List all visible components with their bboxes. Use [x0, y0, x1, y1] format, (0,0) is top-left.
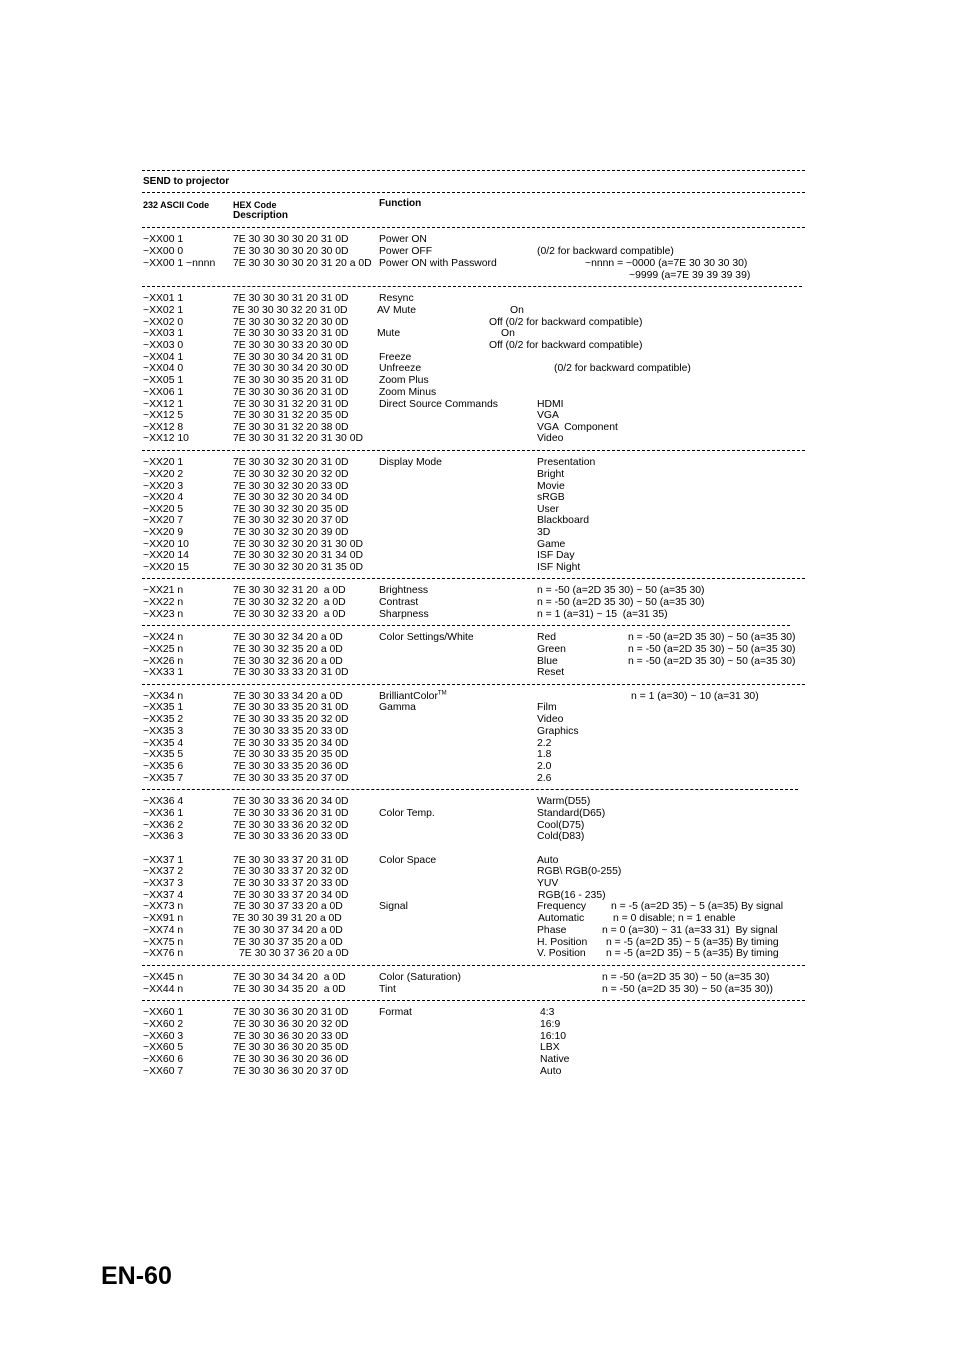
function-cell: Zoom Minus [379, 387, 437, 398]
ascii-code-cell: ~XX44 n [143, 984, 184, 995]
range-cell: n = 1 (a=30) ~ 10 (a=31 30) [631, 691, 759, 702]
ascii-code-cell: ~XX35 5 [143, 749, 184, 760]
range-cell: n = -5 (a=2D 35) ~ 5 (a=35) By timing [606, 948, 779, 959]
divider [142, 227, 805, 228]
ascii-code-cell: ~XX37 4 [143, 890, 184, 901]
hex-code-cell: 7E 30 30 36 30 20 37 0D [233, 1066, 349, 1077]
description-cell: H. Position [537, 937, 588, 948]
description-cell: HDMI [537, 399, 564, 410]
function-cell: Gamma [379, 702, 416, 713]
ascii-code-cell: ~XX20 10 [143, 539, 189, 550]
description-cell: LBX [540, 1042, 560, 1053]
ascii-code-cell: ~XX33 1 [143, 667, 184, 678]
ascii-code-cell: ~XX60 3 [143, 1031, 184, 1042]
description-cell: n = -50 (a=2D 35 30) ~ 50 (a=35 30) [537, 597, 705, 608]
ascii-code-cell: ~XX23 n [143, 609, 184, 620]
description-cell: 4:3 [540, 1007, 555, 1018]
function-cell: Power ON [379, 234, 427, 245]
range-cell: n = -50 (a=2D 35 30) ~ 50 (a=35 30) [628, 656, 796, 667]
ascii-code-cell: ~XX35 4 [143, 738, 184, 749]
hex-code-cell: 7E 30 30 30 30 20 31 20 a 0D [233, 258, 372, 269]
function-cell: Color Temp. [379, 808, 435, 819]
ascii-code-cell: ~XX12 8 [143, 422, 184, 433]
function-cell: Format [379, 1007, 412, 1018]
description-cell: Graphics [537, 726, 579, 737]
hex-code-cell: 7E 30 30 32 30 20 35 0D [233, 504, 349, 515]
ascii-code-cell: ~XX37 2 [143, 866, 184, 877]
description-cell: ISF Day [537, 550, 575, 561]
hex-code-cell: 7E 30 30 32 30 20 31 34 0D [233, 550, 363, 561]
hex-code-cell: 7E 30 30 37 33 20 a 0D [233, 901, 343, 912]
hex-code-cell: 7E 30 30 32 30 20 31 0D [233, 457, 349, 468]
description-cell: Frequency [537, 901, 587, 912]
hex-code-cell: 7E 30 30 36 30 20 32 0D [233, 1019, 349, 1030]
ascii-code-cell: ~XX20 14 [143, 550, 189, 561]
ascii-code-cell: ~XX21 n [143, 585, 184, 596]
divider [142, 170, 805, 171]
ascii-code-cell: ~XX12 5 [143, 410, 184, 421]
ascii-code-cell: ~XX60 5 [143, 1042, 184, 1053]
hex-code-cell: 7E 30 30 36 30 20 33 0D [233, 1031, 349, 1042]
hex-code-cell: 7E 30 30 32 30 20 31 35 0D [233, 562, 363, 573]
function-cell: Power ON with Password [379, 258, 497, 269]
hex-code-cell: 7E 30 30 32 33 20 a 0D [233, 609, 346, 620]
description-cell: Off (0/2 for backward compatible) [489, 340, 643, 351]
description-cell: Standard(D65) [537, 808, 606, 819]
description-cell: V. Position [537, 948, 586, 959]
hex-code-cell: 7E 30 30 32 30 20 33 0D [233, 481, 349, 492]
function-cell: AV Mute [377, 305, 417, 316]
function-cell: Power OFF [379, 246, 433, 257]
hex-code-cell: 7E 30 30 32 30 20 37 0D [233, 515, 349, 526]
ascii-code-cell: ~XX35 3 [143, 726, 184, 737]
ascii-code-cell: ~XX75 n [143, 937, 184, 948]
description-cell: ~nnnn = ~0000 (a=7E 30 30 30 30) [585, 258, 748, 269]
hex-code-cell: 7E 30 30 33 35 20 32 0D [233, 714, 349, 725]
description-cell: (0/2 for backward compatible) [554, 363, 691, 374]
hex-code-cell: 7E 30 30 30 35 20 31 0D [233, 375, 349, 386]
description-cell: 16:9 [540, 1019, 561, 1030]
ascii-code-cell: ~XX74 n [143, 925, 184, 936]
hex-code-cell: 7E 30 30 32 35 20 a 0D [233, 644, 343, 655]
divider [142, 578, 805, 579]
function-cell: Brightness [379, 585, 429, 596]
ascii-code-cell: ~XX36 1 [143, 808, 184, 819]
hex-code-cell: 7E 30 30 30 33 20 31 0D [233, 328, 349, 339]
hex-code-cell: 7E 30 30 33 35 20 35 0D [233, 749, 349, 760]
description-cell: Game [537, 539, 566, 550]
ascii-code-cell: ~XX35 1 [143, 702, 184, 713]
hex-code-cell: 7E 30 30 33 35 20 37 0D [233, 773, 349, 784]
hex-code-cell: 7E 30 30 33 36 20 33 0D [233, 831, 349, 842]
ascii-code-cell: ~XX36 2 [143, 820, 184, 831]
ascii-code-cell: ~XX91 n [143, 913, 184, 924]
function-cell: Mute [377, 328, 401, 339]
ascii-code-cell: ~XX24 n [143, 632, 184, 643]
ascii-code-cell: ~XX35 6 [143, 761, 184, 772]
section-title: SEND to projector [143, 176, 230, 187]
description-cell: RGB\ RGB(0-255) [537, 866, 622, 877]
hex-code-cell: 7E 30 30 33 37 20 31 0D [233, 855, 349, 866]
description-cell: n = -50 (a=2D 35 30) ~ 50 (a=35 30) [537, 585, 705, 596]
function-cell: Display Mode [379, 457, 442, 468]
description-cell: ISF Night [537, 562, 581, 573]
description-cell: n = 1 (a=31) ~ 15 (a=31 35) [537, 609, 668, 620]
description-cell: Auto [540, 1066, 562, 1077]
description-cell: ~9999 (a=7E 39 39 39 39) [629, 270, 751, 281]
ascii-code-cell: ~XX22 n [143, 597, 184, 608]
range-cell: n = -50 (a=2D 35 30) ~ 50 (a=35 30) [628, 632, 796, 643]
divider [142, 192, 805, 193]
ascii-code-cell: ~XX06 1 [143, 387, 184, 398]
divider [142, 1000, 805, 1001]
ascii-code-cell: ~XX12 10 [143, 433, 189, 444]
divider [142, 789, 798, 790]
ascii-code-cell: ~XX05 1 [143, 375, 184, 386]
description-cell: Video [537, 714, 564, 725]
ascii-code-cell: ~XX20 15 [143, 562, 189, 573]
hex-code-cell: 7E 30 30 33 37 20 34 0D [233, 890, 349, 901]
hex-code-cell: 7E 30 30 33 37 20 32 0D [233, 866, 349, 877]
description-cell: Film [537, 702, 557, 713]
hex-code-cell: 7E 30 30 33 34 20 a 0D [233, 691, 343, 702]
header-ascii: 232 ASCII Code [143, 200, 210, 210]
hex-code-cell: 7E 30 30 30 30 20 31 0D [233, 234, 349, 245]
ascii-code-cell: ~XX03 0 [143, 340, 184, 351]
ascii-code-cell: ~XX00 0 [143, 246, 184, 257]
description-cell: Cold(D83) [537, 831, 585, 842]
description-cell: Warm(D55) [537, 796, 591, 807]
hex-code-cell: 7E 30 30 32 30 20 34 0D [233, 492, 349, 503]
hex-code-cell: 7E 30 30 34 35 20 a 0D [233, 984, 346, 995]
description-cell: On [501, 328, 515, 339]
description-cell: VGA Component [537, 422, 618, 433]
description-cell: 3D [537, 527, 551, 538]
function-cell: Freeze [379, 352, 412, 363]
hex-code-cell: 7E 30 30 33 35 20 36 0D [233, 761, 349, 772]
ascii-code-cell: ~XX00 1 [143, 234, 184, 245]
ascii-code-cell: ~XX20 4 [143, 492, 184, 503]
description-cell: Native [540, 1054, 570, 1065]
description-cell: Automatic [538, 913, 585, 924]
description-cell: Blackboard [537, 515, 589, 526]
trademark-mark: TM [437, 690, 447, 697]
ascii-code-cell: ~XX04 0 [143, 363, 184, 374]
ascii-code-cell: ~XX76 n [143, 948, 184, 959]
ascii-code-cell: ~XX36 4 [143, 796, 184, 807]
function-cell: Color (Saturation) [379, 972, 462, 983]
ascii-code-cell: ~XX02 0 [143, 317, 184, 328]
hex-code-cell: 7E 30 30 31 32 20 35 0D [233, 410, 349, 421]
description-cell: Off (0/2 for backward compatible) [489, 317, 643, 328]
ascii-code-cell: ~XX60 1 [143, 1007, 184, 1018]
description-cell: YUV [537, 878, 559, 889]
description-cell: Blue [537, 656, 558, 667]
ascii-code-cell: ~XX20 9 [143, 527, 184, 538]
hex-code-cell: 7E 30 30 30 36 20 31 0D [233, 387, 349, 398]
hex-code-cell: 7E 30 30 33 35 20 31 0D [233, 702, 349, 713]
description-cell: 16:10 [540, 1031, 567, 1042]
hex-code-cell: 7E 30 30 32 32 20 a 0D [233, 597, 346, 608]
function-cell: Unfreeze [379, 363, 422, 374]
hex-code-cell: 7E 30 30 30 34 20 30 0D [233, 363, 349, 374]
ascii-code-cell: ~XX37 1 [143, 855, 184, 866]
hex-code-cell: 7E 30 30 30 32 20 31 0D [232, 305, 348, 316]
hex-code-cell: 7E 30 30 36 30 20 35 0D [233, 1042, 349, 1053]
ascii-code-cell: ~XX37 3 [143, 878, 184, 889]
hex-code-cell: 7E 30 30 32 30 20 32 0D [233, 469, 349, 480]
divider [142, 965, 805, 966]
range-cell: n = -50 (a=2D 35 30) ~ 50 (a=35 30) [628, 644, 796, 655]
description-cell: Red [537, 632, 557, 643]
ascii-code-cell: ~XX73 n [143, 901, 184, 912]
description-cell: VGA [537, 410, 559, 421]
ascii-code-cell: ~XX01 1 [143, 293, 184, 304]
hex-code-cell: 7E 30 30 37 36 20 a 0D [239, 948, 349, 959]
description-cell: RGB(16 - 235) [538, 890, 606, 901]
hex-code-cell: 7E 30 30 30 31 20 31 0D [233, 293, 349, 304]
description-cell: User [537, 504, 559, 515]
function-cell: Color Space [379, 855, 437, 866]
range-cell: n = -50 (a=2D 35 30) ~ 50 (a=35 30) [602, 972, 770, 983]
hex-code-cell: 7E 30 30 32 30 20 39 0D [233, 527, 349, 538]
hex-code-cell: 7E 30 30 31 32 20 31 0D [233, 399, 349, 410]
hex-code-cell: 7E 30 30 33 37 20 33 0D [233, 878, 349, 889]
hex-code-cell: 7E 30 30 34 34 20 a 0D [233, 972, 346, 983]
ascii-code-cell: ~XX12 1 [143, 399, 184, 410]
description-cell: Auto [537, 855, 559, 866]
description-cell: Cool(D75) [537, 820, 585, 831]
ascii-code-cell: ~XX45 n [143, 972, 184, 983]
hex-code-cell: 7E 30 30 30 32 20 30 0D [233, 317, 349, 328]
ascii-code-cell: ~XX20 2 [143, 469, 184, 480]
ascii-code-cell: ~XX04 1 [143, 352, 184, 363]
ascii-code-cell: ~XX02 1 [143, 305, 184, 316]
description-cell: Reset [537, 667, 565, 678]
hex-code-cell: 7E 30 30 37 35 20 a 0D [233, 937, 343, 948]
ascii-code-cell: ~XX34 n [143, 691, 184, 702]
divider [142, 684, 805, 685]
ascii-code-cell: ~XX20 7 [143, 515, 184, 526]
hex-code-cell: 7E 30 30 30 34 20 31 0D [233, 352, 349, 363]
divider [142, 625, 790, 626]
hex-code-cell: 7E 30 30 32 30 20 31 30 0D [233, 539, 363, 550]
header-description: Description [233, 210, 289, 221]
hex-code-cell: 7E 30 30 33 36 20 34 0D [233, 796, 349, 807]
range-cell: n = -5 (a=2D 35) ~ 5 (a=35) By signal [611, 901, 784, 912]
description-cell: Bright [537, 469, 565, 480]
header-hex: HEX Code [233, 200, 277, 210]
range-cell: n = 0 disable; n = 1 enable [613, 913, 736, 924]
description-cell: 1.8 [537, 749, 552, 760]
ascii-code-cell: ~XX36 3 [143, 831, 184, 842]
ascii-code-cell: ~XX60 7 [143, 1066, 184, 1077]
function-cell: Tint [379, 984, 396, 995]
description-cell: sRGB [537, 492, 565, 503]
hex-code-cell: 7E 30 30 31 32 20 38 0D [233, 422, 349, 433]
range-cell: n = -5 (a=2D 35) ~ 5 (a=35) By timing [606, 937, 779, 948]
description-cell: Green [537, 644, 566, 655]
description-cell: Presentation [537, 457, 596, 468]
function-cell: Direct Source Commands [379, 399, 498, 410]
function-cell: Sharpness [379, 609, 429, 620]
hex-code-cell: 7E 30 30 30 33 20 30 0D [233, 340, 349, 351]
header-function: Function [379, 198, 422, 209]
description-cell: On [510, 305, 524, 316]
function-cell: Signal [379, 901, 408, 912]
ascii-code-cell: ~XX26 n [143, 656, 184, 667]
ascii-code-cell: ~XX20 5 [143, 504, 184, 515]
ascii-code-cell: ~XX35 2 [143, 714, 184, 725]
hex-code-cell: 7E 30 30 33 36 20 32 0D [233, 820, 349, 831]
hex-code-cell: 7E 30 30 32 34 20 a 0D [233, 632, 343, 643]
hex-code-cell: 7E 30 30 39 31 20 a 0D [232, 913, 342, 924]
function-cell: Color Settings/White [379, 632, 474, 643]
hex-code-cell: 7E 30 30 32 36 20 a 0D [233, 656, 343, 667]
ascii-code-cell: ~XX60 2 [143, 1019, 184, 1030]
function-cell: BrilliantColor™ [379, 690, 447, 702]
hex-code-cell: 7E 30 30 32 31 20 a 0D [233, 585, 346, 596]
description-cell: Video [537, 433, 564, 444]
hex-code-cell: 7E 30 30 33 33 20 31 0D [233, 667, 349, 678]
description-cell: Phase [537, 925, 567, 936]
ascii-code-cell: ~XX00 1 ~nnnn [143, 258, 216, 269]
divider [142, 286, 802, 287]
hex-code-cell: 7E 30 30 36 30 20 31 0D [233, 1007, 349, 1018]
hex-code-cell: 7E 30 30 30 30 20 30 0D [233, 246, 349, 257]
hex-code-cell: 7E 30 30 37 34 20 a 0D [233, 925, 343, 936]
ascii-code-cell: ~XX25 n [143, 644, 184, 655]
ascii-code-cell: ~XX35 7 [143, 773, 184, 784]
function-cell: Contrast [379, 597, 419, 608]
range-cell: n = 0 (a=30) ~ 31 (a=33 31) By signal [602, 925, 778, 936]
ascii-code-cell: ~XX60 6 [143, 1054, 184, 1065]
description-cell: 2.6 [537, 773, 552, 784]
hex-code-cell: 7E 30 30 33 35 20 34 0D [233, 738, 349, 749]
function-cell: Zoom Plus [379, 375, 429, 386]
hex-code-cell: 7E 30 30 31 32 20 31 30 0D [233, 433, 363, 444]
description-cell: (0/2 for backward compatible) [537, 246, 674, 257]
function-cell: Resync [379, 293, 414, 304]
ascii-code-cell: ~XX20 3 [143, 481, 184, 492]
description-cell: 2.2 [537, 738, 552, 749]
ascii-code-cell: ~XX20 1 [143, 457, 184, 468]
divider [142, 450, 805, 451]
page-number: EN-60 [101, 1262, 172, 1290]
hex-code-cell: 7E 30 30 33 36 20 31 0D [233, 808, 349, 819]
hex-code-cell: 7E 30 30 33 35 20 33 0D [233, 726, 349, 737]
range-cell: n = -50 (a=2D 35 30) ~ 50 (a=35 30)) [602, 984, 773, 995]
description-cell: Movie [537, 481, 565, 492]
description-cell: 2.0 [537, 761, 552, 772]
hex-code-cell: 7E 30 30 36 30 20 36 0D [233, 1054, 349, 1065]
ascii-code-cell: ~XX03 1 [143, 328, 184, 339]
